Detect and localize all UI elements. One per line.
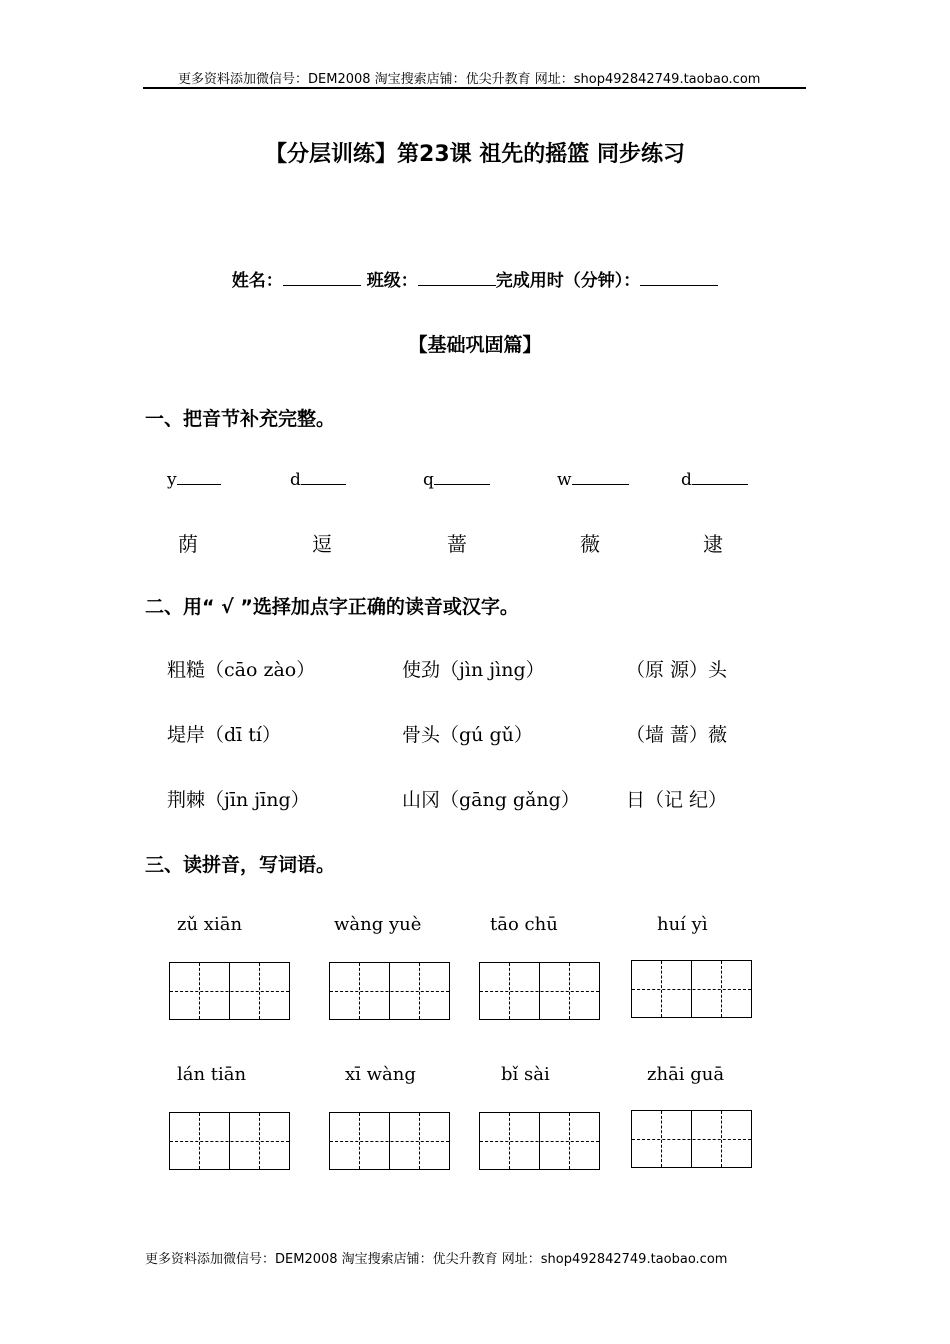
- writing-grid[interactable]: [631, 1110, 752, 1168]
- section-title: 【基础巩固篇】: [408, 334, 542, 356]
- pinyin-label: bǐ sài: [501, 1064, 550, 1085]
- writing-grid[interactable]: [631, 960, 752, 1018]
- time-blank[interactable]: [640, 271, 718, 286]
- pinyin-label: tāo chū: [490, 914, 558, 935]
- footer-text: 更多资料添加微信号：DEM2008 淘宝搜索店铺：优尖升教育 网址：shop492842749.taobao.com: [145, 1252, 728, 1267]
- page-title: 【分层训练】第23课 祖先的摇篮 同步练习: [265, 142, 685, 167]
- question-2-title: 二、用“ √ ”选择加点字正确的读音或汉字。: [145, 596, 519, 618]
- pinyin-label: zǔ xiān: [177, 914, 243, 935]
- writing-grid[interactable]: [329, 962, 450, 1020]
- pinyin-label: huí yì: [657, 914, 708, 935]
- choice-item[interactable]: 粗糙（cāo zào）: [167, 659, 316, 681]
- pinyin-label: lán tiān: [177, 1064, 247, 1085]
- writing-grid[interactable]: [169, 1112, 290, 1170]
- choice-item[interactable]: 堤岸（dī tí）: [167, 724, 281, 746]
- writing-grid[interactable]: [169, 962, 290, 1020]
- char-5: 逮: [703, 532, 723, 556]
- choice-item[interactable]: 骨头（gú gǔ）: [402, 724, 533, 746]
- choice-item[interactable]: 日（记 纪）: [626, 789, 728, 811]
- choice-item[interactable]: （原 源）头: [626, 659, 728, 681]
- class-blank[interactable]: [418, 271, 496, 286]
- class-label: 班级：: [366, 271, 418, 291]
- syllable-4: w: [557, 470, 629, 490]
- pinyin-label: xī wàng: [345, 1064, 416, 1085]
- syllable-5: d: [681, 470, 748, 490]
- pinyin-label: wàng yuè: [334, 914, 422, 935]
- char-1: 荫: [178, 532, 198, 556]
- choice-item[interactable]: 山冈（gāng gǎng）: [402, 789, 580, 811]
- syllable-3: q: [423, 470, 490, 490]
- name-blank[interactable]: [283, 271, 361, 286]
- student-info: [0, 266, 950, 291]
- char-3: 蔷: [447, 532, 467, 556]
- name-label: 姓名：: [231, 271, 283, 291]
- writing-grid[interactable]: [479, 1112, 600, 1170]
- time-label: 完成用时（分钟）：: [495, 271, 641, 291]
- char-4: 薇: [580, 532, 600, 556]
- syllable-2: d: [290, 470, 346, 490]
- writing-grid[interactable]: [479, 962, 600, 1020]
- question-3-title: 三、读拼音，写词语。: [145, 854, 336, 876]
- choice-item[interactable]: 荆棘（jīn jīng）: [167, 789, 310, 811]
- choice-item[interactable]: 使劲（jìn jìng）: [402, 659, 545, 681]
- question-1-title: 一、把音节补充完整。: [145, 408, 336, 430]
- syllable-1: y: [167, 470, 221, 490]
- pinyin-label: zhāi guā: [647, 1064, 725, 1085]
- choice-item[interactable]: （墙 蔷）薇: [626, 724, 728, 746]
- header-rule: [143, 87, 806, 89]
- char-2: 逗: [312, 532, 332, 556]
- writing-grid[interactable]: [329, 1112, 450, 1170]
- header-text: 更多资料添加微信号：DEM2008 淘宝搜索店铺：优尖升教育 网址：shop492842749.taobao.com: [178, 72, 761, 87]
